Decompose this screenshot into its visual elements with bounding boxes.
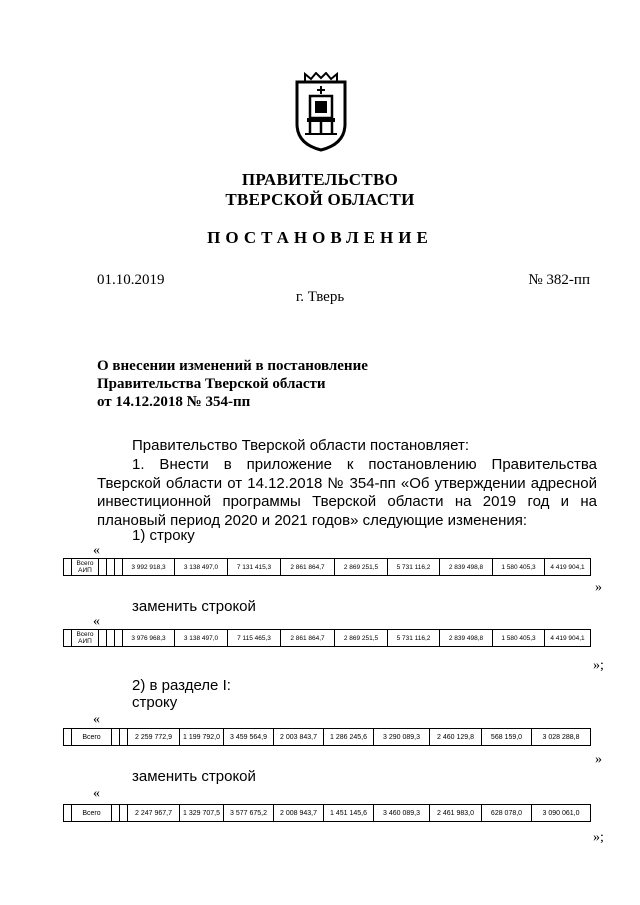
cell: 3 138 497,0 [175, 559, 228, 576]
title-line: от 14.12.2018 № 354-пп [97, 394, 251, 410]
cell: 628 078,0 [482, 805, 532, 822]
cell: 1 580 405,3 [493, 559, 545, 576]
doc-type: ПОСТАНОВЛЕНИЕ [207, 228, 433, 247]
cell: 3 028 288,8 [532, 729, 591, 746]
open-quote: « [93, 543, 100, 558]
doc-number: № 382-пп [528, 272, 590, 288]
open-quote: « [93, 786, 100, 801]
sub2-label: 2) в разделе I: [132, 677, 231, 694]
org-name-line2: ТВЕРСКОЙ ОБЛАСТИ [225, 190, 415, 209]
sub1-label: 1) строку [132, 527, 195, 544]
cell: 5 731 116,2 [388, 630, 440, 647]
cell: 5 731 116,2 [388, 559, 440, 576]
intro-paragraph: Правительство Тверской области постановляет: [132, 437, 470, 454]
cell: 3 976 968,3 [123, 630, 175, 647]
row-label: Всего [72, 729, 112, 746]
cell: 2 003 843,7 [274, 729, 324, 746]
row-label: Всего [72, 805, 112, 822]
cell: 3 460 089,3 [374, 805, 430, 822]
cell: 2 861 864,7 [281, 559, 335, 576]
cell: 1 286 245,6 [324, 729, 374, 746]
cell: 3 992 918,3 [123, 559, 175, 576]
cell: 2 839 498,8 [440, 630, 493, 647]
item1-paragraph: 1. Внести в приложение к постановлению Правительства Тверской области от 14.12.2018 № 354-пп «Об утверждении адресной инвестиционной программы Тверской области на 2019 год и на плановый период 2020 и 2021 годов» следующие изменения: [97, 456, 597, 529]
cell: 2 461 983,0 [430, 805, 482, 822]
cell: 2 460 129,8 [430, 729, 482, 746]
cell: 2 008 943,7 [274, 805, 324, 822]
cell: 2 839 498,8 [440, 559, 493, 576]
row-label: Всего АИП [72, 630, 99, 647]
doc-title [97, 357, 417, 411]
cell: 3 138 497,0 [175, 630, 228, 647]
cell: 568 159,0 [482, 729, 532, 746]
table-row-3 [63, 728, 591, 746]
close-quote: » [595, 752, 602, 767]
close-quote-semicolon: »; [593, 830, 604, 845]
cell: 7 131 415,3 [228, 559, 281, 576]
cell: 1 451 145,6 [324, 805, 374, 822]
cell: 4 419 904,1 [545, 559, 591, 576]
cell: 4 419 904,1 [545, 630, 591, 647]
close-quote-semicolon: »; [593, 658, 604, 673]
cell: 2 259 772,9 [128, 729, 180, 746]
cell: 7 115 465,3 [228, 630, 281, 647]
cell: 3 459 564,9 [224, 729, 274, 746]
table-row-1 [63, 558, 591, 576]
cell: 1 580 405,3 [493, 630, 545, 647]
cell: 3 577 675,2 [224, 805, 274, 822]
replace2-label: заменить строкой [132, 768, 256, 785]
title-line: О внесении изменений в постановление [97, 358, 368, 374]
sub2-row-label: строку [132, 694, 178, 711]
close-quote: » [595, 580, 602, 595]
cell: 2 869 251,5 [335, 559, 388, 576]
row-label: Всего АИП [72, 559, 99, 576]
cell: 2 861 864,7 [281, 630, 335, 647]
doc-date: 01.10.2019 [97, 272, 165, 288]
cell: 2 247 967,7 [128, 805, 180, 822]
replace1-label: заменить строкой [132, 598, 256, 615]
table-row-2 [63, 629, 591, 647]
open-quote: « [93, 614, 100, 629]
tver-coat-of-arms [293, 72, 349, 152]
cell: 1 329 707,5 [180, 805, 224, 822]
cell: 1 199 792,0 [180, 729, 224, 746]
title-line: Правительства Тверской области [97, 376, 326, 392]
org-name-line1: ПРАВИТЕЛЬСТВО [241, 170, 399, 189]
doc-city: г. Тверь [295, 289, 345, 305]
open-quote: « [93, 712, 100, 727]
table-row-4 [63, 804, 591, 822]
cell: 2 869 251,5 [335, 630, 388, 647]
cell: 3 290 089,3 [374, 729, 430, 746]
cell: 3 090 061,0 [532, 805, 591, 822]
